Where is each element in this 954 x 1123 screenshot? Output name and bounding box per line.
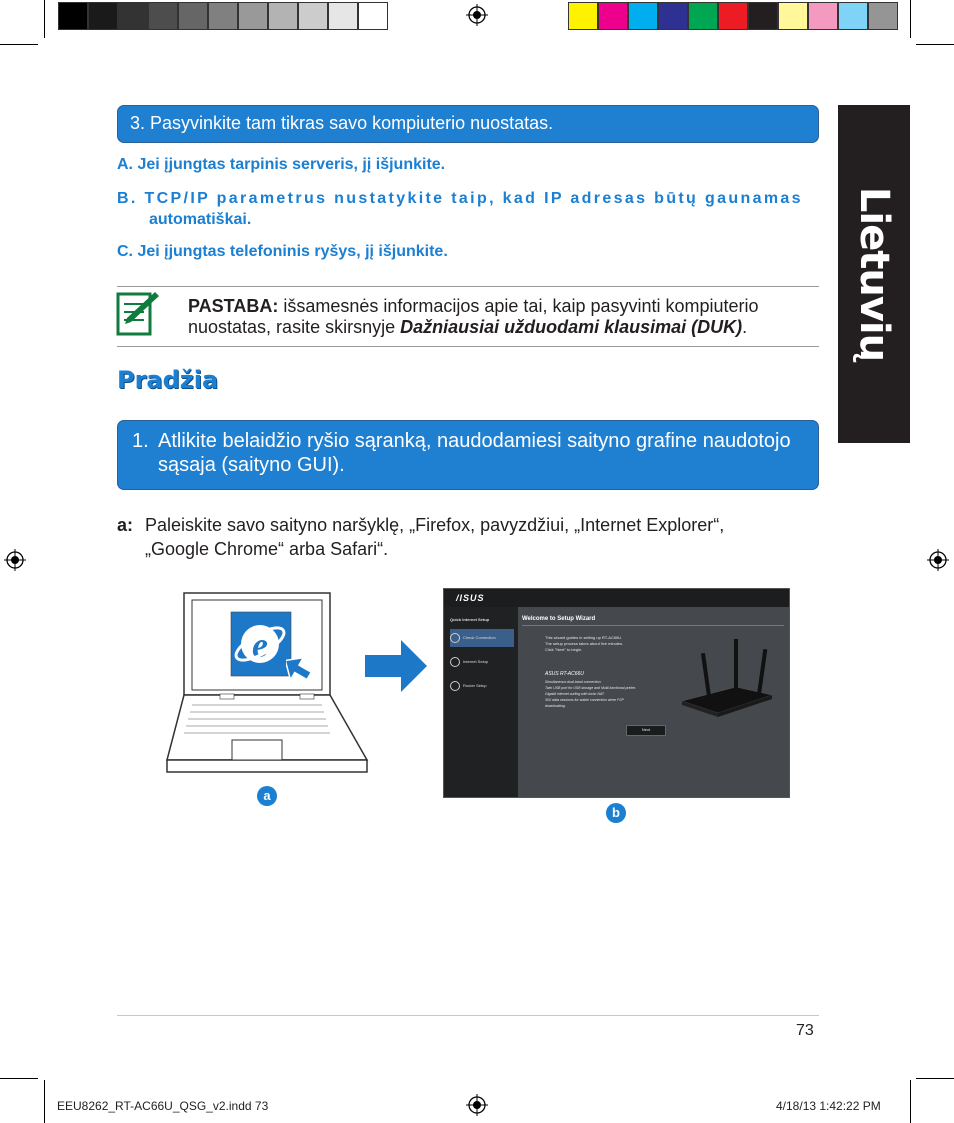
crop-mark (916, 44, 954, 45)
registration-mark-icon (466, 4, 488, 26)
note-label: PASTABA: (188, 296, 279, 316)
color-swatch (238, 2, 268, 30)
crop-mark (916, 1078, 954, 1079)
wizard-feature-1: Simultaneous dual-band connection (545, 680, 601, 684)
substep-b-line2: automatiškai. (149, 211, 252, 228)
registration-mark-icon (466, 1094, 488, 1116)
wizard-next-label: Next (641, 727, 651, 732)
color-swatch (208, 2, 238, 30)
color-swatch (178, 2, 208, 30)
color-swatch (778, 2, 808, 30)
wizard-model: ASUS RT-AC66U (545, 671, 584, 677)
wizard-title-divider (522, 625, 784, 626)
language-tab-label: Lietuvių (851, 186, 897, 362)
step-1-number: 1. (132, 430, 149, 452)
internet-explorer-icon (230, 611, 294, 679)
step-3-text: 3. Pasyvinkite tam tikras savo kompiuterio nuostatas. (130, 113, 554, 133)
wizard-feature-3: Gigabit internet surfing with turbo NAT. (545, 692, 605, 696)
footer-date: 4/18/13 1:42:22 PM (776, 1099, 881, 1113)
page-number: 73 (796, 1022, 814, 1039)
right-arrow-icon (365, 640, 427, 692)
para-a-line1: Paleiskite savo saityno naršyklę, „Firefox, pavyzdžiui, „Internet Explorer“, (145, 515, 725, 535)
color-swatch (88, 2, 118, 30)
wizard-main-panel (518, 607, 789, 797)
color-swatch (598, 2, 628, 30)
color-swatch (568, 2, 598, 30)
note-emphasis: Dažniausiai užduodami klausimai (DUK) (400, 317, 743, 337)
para-a-label: a: (117, 515, 134, 535)
color-swatch (748, 2, 778, 30)
note-text (188, 296, 820, 338)
section-heading: Pradžia (117, 366, 219, 394)
router-image (676, 635, 776, 723)
crop-mark (44, 1080, 45, 1123)
substep-a: A. Jei įjungtas tarpinis serveris, jį išjunkite. (117, 156, 446, 173)
color-swatch (58, 2, 88, 30)
wizard-next-button[interactable] (626, 725, 666, 736)
badge-a: a (257, 786, 277, 806)
crop-mark (910, 1080, 911, 1123)
color-swatch (358, 2, 388, 30)
registration-mark-icon (4, 549, 26, 571)
color-swatch (718, 2, 748, 30)
substep-b-line1: B. TCP/IP parametrus nustatykite taip, kad IP adresas būtų gaunamas (117, 190, 803, 207)
wizard-feature-5: downloading. (545, 704, 566, 708)
badge-b: b (606, 803, 626, 823)
step-1-box (117, 420, 819, 490)
color-swatch (658, 2, 688, 30)
wizard-menu-title: Quick Internet Setup (450, 617, 490, 622)
svg-text:e: e (252, 625, 268, 665)
para-a-line2: „Google Chrome“ arba Safari“. (145, 539, 389, 559)
setup-wizard-screenshot (443, 588, 790, 798)
asus-logo: /ISUS (456, 593, 485, 603)
wizard-feature-4: 30X data sessions for stable connection when P2P (545, 698, 624, 702)
footer-divider (117, 1015, 819, 1016)
color-swatch (628, 2, 658, 30)
wizard-menu-item-internet-setup[interactable]: Internet Setup (450, 653, 514, 671)
crop-mark (44, 0, 45, 38)
cursor-arrow-icon (286, 655, 314, 683)
color-swatch (148, 2, 178, 30)
color-swatch (808, 2, 838, 30)
color-swatch (118, 2, 148, 30)
wizard-desc-3: Click "Next" to begin. (545, 647, 583, 652)
crop-mark (0, 44, 38, 45)
wizard-title: Welcome to Setup Wizard (522, 616, 596, 622)
color-swatch (868, 2, 898, 30)
note-end: . (742, 317, 748, 337)
wizard-desc-2: The setup process takes about five minutes. (545, 641, 624, 646)
wizard-desc-1: This wizard guides in setting up RT-AC66U (545, 635, 622, 640)
divider (117, 346, 819, 347)
wizard-feature-2: Twin USB port for USB storage and Multi-functional printer. (545, 686, 637, 690)
crop-mark (0, 1078, 38, 1079)
color-swatch (838, 2, 868, 30)
color-swatch (328, 2, 358, 30)
wizard-menu-item-router-setup[interactable]: Router Setup (450, 677, 514, 695)
color-swatch (268, 2, 298, 30)
registration-mark-icon (927, 549, 949, 571)
color-swatch (298, 2, 328, 30)
note-body: išsamesnės informacijos apie tai, kaip pasyvinti kompiuterio nuostatas, rasite skirsnyje (188, 296, 759, 337)
step-3-box (117, 105, 819, 143)
substep-c: C. Jei įjungtas telefoninis ryšys, jį išjunkite. (117, 243, 448, 260)
crop-mark (910, 0, 911, 38)
wizard-menu-item-check-connection[interactable]: Check Connection (450, 629, 514, 647)
step-1-line1: Atlikite belaidžio ryšio sąranką, naudodamiesi saityno grafine naudotojo (158, 430, 791, 452)
color-swatch (688, 2, 718, 30)
note-icon (115, 288, 161, 338)
wizard-sidebar (444, 607, 518, 797)
step-1-line2: sąsaja (saityno GUI). (158, 454, 345, 476)
wizard-topbar (444, 589, 789, 607)
footer-file: EEU8262_RT-AC66U_QSG_v2.indd 73 (57, 1099, 269, 1113)
divider (117, 286, 819, 287)
language-side-tab (838, 105, 910, 443)
